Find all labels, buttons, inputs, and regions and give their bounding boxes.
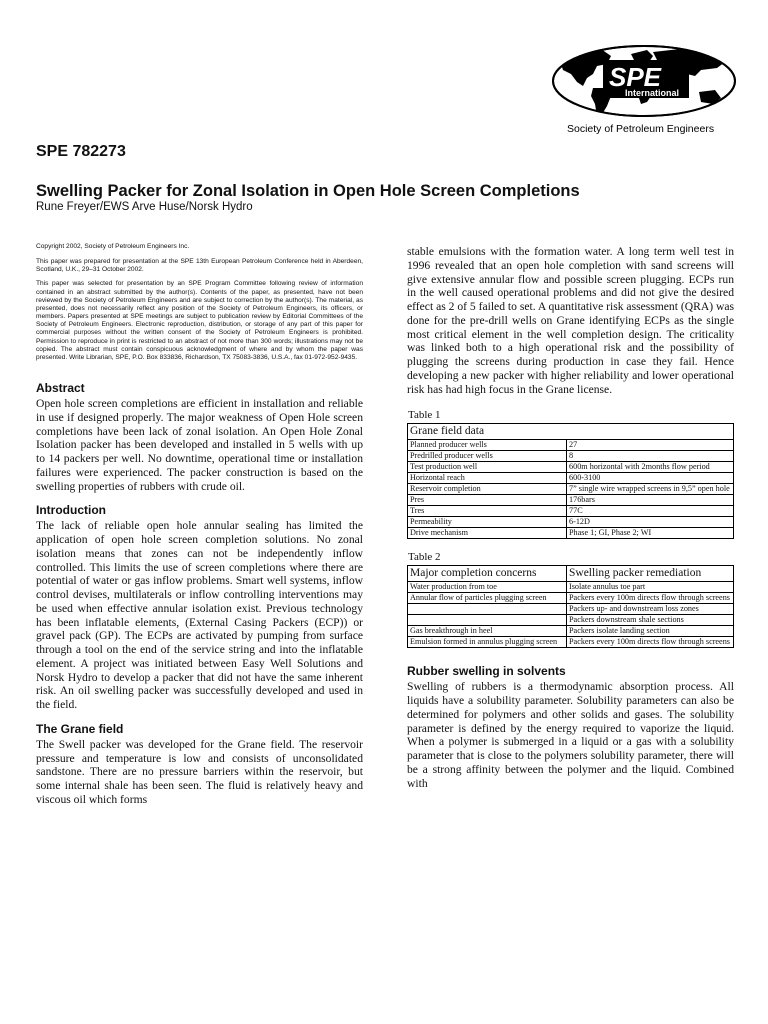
table-cell: Tres xyxy=(408,506,567,517)
table-row xyxy=(408,495,734,506)
table-cell: 27 xyxy=(567,440,734,451)
table-cell xyxy=(408,604,567,615)
table-cell: Packers every 100m directs flow through screens xyxy=(567,593,734,604)
selection-notice: This paper was selected for presentation by an SPE Program Committee following review of information contained in an abstract submitted by the author(s). Contents of the paper, as presented, have not been reviewed by the Society of Petroleum Engineers and are subject to correction by the author(s). The material, as presented, does not necessarily reflect any position of the Society of Petroleum Engineers, its officers, or members. Papers presented at SPE meetings are subject to publication review by Editorial Committees of the Society of Petroleum Engineers. Electronic reproduction, distribution, or storage of any part of this paper for commercial purposes without the written consent of the Society of Petroleum Engineers is prohibited. Permission to reproduce in print is restricted to an abstract of not more than 300 words; illustrations may not be copied. The abstract must contain conspicuous acknowledgment of where and by whom the paper was presented. Write Librarian, SPE, P.O. Box 833836, Richardson, TX 75083-3836, U.S.A., fax 01-972-952-9435. xyxy=(36,280,363,361)
table-row xyxy=(408,528,734,539)
table-cell: Packers downstream shale sections xyxy=(567,615,734,626)
logo-spe-text: SPE xyxy=(609,62,662,92)
table-cell: Horizontal reach xyxy=(408,473,567,484)
table-row xyxy=(408,604,734,615)
grane-field-data-table xyxy=(407,423,734,539)
table1-header: Grane field data xyxy=(408,424,734,440)
abstract-text: Open hole screen completions are efficient in installation and reliable in use if designed properly. The major weakness of Open Hole screen completions have been lack of zonal isolation. An Open Hole Zonal Isolation packer has been developed and installed in 5 wells with up to 14 packers per well. No downtime, operational time or installation failures were experienced. The packer construction is based on the swelling properties of rubbers with crude oil. xyxy=(36,397,363,493)
table-cell: 8 xyxy=(567,451,734,462)
table-cell: Predrilled producer wells xyxy=(408,451,567,462)
table-cell: 6-12D xyxy=(567,517,734,528)
table-cell: Annular flow of particles plugging screen xyxy=(408,593,567,604)
table-cell: 77C xyxy=(567,506,734,517)
table2-header-remediation: Swelling packer remediation xyxy=(567,566,734,582)
table-cell: Drive mechanism xyxy=(408,528,567,539)
table-cell: Emulsion formed in annulus plugging screen xyxy=(408,637,567,648)
rubber-swelling-text: Swelling of rubbers is a thermodynamic absorption process. All liquids have a solubility parameter. Solubility parameters can also be determined for polymers and other solids and gases. The solubility parameter is defined by the energy required to vaporize the liquid. When a polymer is submerged in a liquid or a gas with a solubility parameter that is close to the polymers solubility parameter, there will be a strong affinity between the polymer and the liquid. Combined with xyxy=(407,680,734,790)
table-row xyxy=(408,506,734,517)
table-row xyxy=(408,626,734,637)
paper-title: Swelling Packer for Zonal Isolation in Open Hole Screen Completions xyxy=(36,182,580,200)
table2-header-concerns: Major completion concerns xyxy=(408,566,567,582)
table-row xyxy=(408,462,734,473)
table-cell: Packers every 100m directs flow through screens xyxy=(567,637,734,648)
table-row xyxy=(408,440,734,451)
table-row xyxy=(408,484,734,495)
right-column xyxy=(407,245,734,790)
table-cell: Water production from toe xyxy=(408,582,567,593)
grane-heading: The Grane field xyxy=(36,721,124,736)
paper-number: SPE 782273 xyxy=(36,143,126,160)
spe-logo xyxy=(549,44,739,139)
table-cell: Packers up- and downstream loss zones xyxy=(567,604,734,615)
paper-authors: Rune Freyer/EWS Arve Huse/Norsk Hydro xyxy=(36,201,253,213)
table-cell: Test production well xyxy=(408,462,567,473)
abstract-heading: Abstract xyxy=(36,381,85,396)
table2-label: Table 2 xyxy=(408,551,441,564)
logo-caption: Society of Petroleum Engineers xyxy=(567,123,715,135)
table-row xyxy=(408,517,734,528)
table-row xyxy=(408,473,734,484)
presentation-notice: This paper was prepared for presentation at the SPE 13th European Petroleum Conference held in Aberdeen, Scotland, U.K., 29–31 October 2002. xyxy=(36,258,363,274)
table-cell: 176bars xyxy=(567,495,734,506)
table-header-row xyxy=(408,424,734,440)
table-row xyxy=(408,593,734,604)
table-cell xyxy=(408,615,567,626)
table-row xyxy=(408,615,734,626)
introduction-text: The lack of reliable open hole annular sealing has limited the application of open hole screen completion solutions. No zonal isolation means that zones can not be independently inflow controlled. This limits the use of screen completions where there are potential of water or gas inflow problems. Smart well systems, inflow control devises, multilaterals or inflow controlling interventions may be used when effective annular isolation exist. Previous technology has been inflatable elements, (External Casing Packers (ECP)) or gravel pack (GP). The ECPs are activated by pumping from surface through a tool on the end of the service string and into the inflatable element. A project was initiated between Easy Well Solutions and Norsk Hydro to develop a packer that did not have the same inherent risk. An oil swelling packer was successfully developed and used in the field. xyxy=(36,519,363,712)
table-row xyxy=(408,637,734,648)
table-cell: Permeability xyxy=(408,517,567,528)
table-cell: Planned producer wells xyxy=(408,440,567,451)
introduction-heading: Introduction xyxy=(36,503,106,518)
grane-text-continued: stable emulsions with the formation water. A long term well test in 1996 revealed that an open hole completion with sand screens will give extensive annular flow and possible screen plugging. ECPs run in the well caused operational problems and did not give the desired effect as 2 of 5 failed to set. A quantitative risk assessment (QRA) was done for the pre-drill wells on Grane identifying ECPs as the single most critical element in the well completion design. The criticality was linked both to a high operational risk and the possibility of plugging the screens during production in case they fail. Hence developing a new packer with higher reliability and lower operational risk has had high focus in the Grane license. xyxy=(407,245,734,396)
table-cell: Gas breakthrough in heel xyxy=(408,626,567,637)
table-cell: Packers isolate landing section xyxy=(567,626,734,637)
table-cell: Reservoir completion xyxy=(408,484,567,495)
table-row xyxy=(408,582,734,593)
table-cell: 600m horizontal with 2months flow period xyxy=(567,462,734,473)
rubber-swelling-heading: Rubber swelling in solvents xyxy=(407,664,566,679)
table-cell: 7” single wire wrapped screens in 9,5” open hole xyxy=(567,484,734,495)
globe-icon xyxy=(549,44,739,139)
table1-label: Table 1 xyxy=(408,409,441,422)
completion-concerns-table xyxy=(407,565,734,648)
table-row xyxy=(408,451,734,462)
table-cell: Phase 1; GI, Phase 2; WI xyxy=(567,528,734,539)
logo-international-text: International xyxy=(625,88,680,98)
grane-text: The Swell packer was developed for the Grane field. The reservoir pressure and temperature is low and consists of unconsolidated sandstone. There are no pressure barriers within the reservoir, but some internal shale has been seen. The fluid is relatively heavy and viscous oil which forms xyxy=(36,737,363,806)
copyright-notice: Copyright 2002, Society of Petroleum Engineers Inc. xyxy=(36,243,190,250)
table-header-row xyxy=(408,566,734,582)
table-cell: Pres xyxy=(408,495,567,506)
table-cell: Isolate annulus toe part xyxy=(567,582,734,593)
left-column xyxy=(36,243,363,807)
table-cell: 600-3100 xyxy=(567,473,734,484)
